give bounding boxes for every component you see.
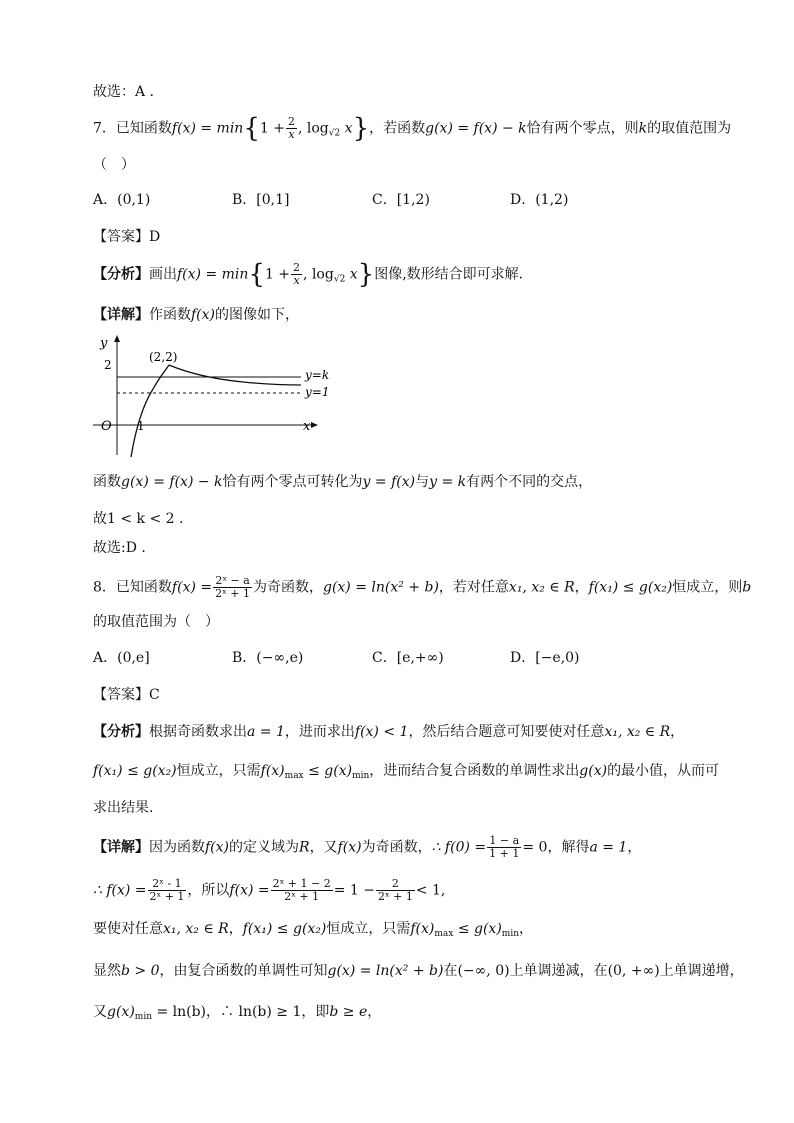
q7-option-b: B．[0,1] (232, 192, 290, 208)
q8-detail-l2-fx: f(x) = (229, 882, 270, 899)
q7-conv-yk: y = k (429, 474, 467, 490)
q7-log-arg: x (340, 120, 353, 137)
q7-stem (93, 113, 732, 144)
q8-vars: x₁, x₂ ∈ R (508, 579, 575, 596)
q8-t1: 为奇函数， (252, 579, 323, 596)
q7-brace-right: } (352, 113, 370, 144)
function-graph (93, 333, 333, 461)
q7-fx: f(x) = min (171, 120, 244, 137)
q8-detail-frac-den: 1 + 1 (489, 847, 520, 860)
q8-analysis-l2-t1: 恒成立，只需 (176, 763, 261, 779)
q8-gx: g(x) = ln(x² + b) (322, 579, 439, 596)
q7-conv-t1: 函数 (93, 474, 121, 490)
q8-detail-t4: 为奇函数， (361, 839, 432, 856)
q7-analysis-one-plus: 1 + (264, 266, 291, 283)
q8-detail-l2-eq: = 1 − (333, 882, 375, 899)
prev-answer-line: 故选：A . (93, 84, 155, 100)
q7-conv-gx: g(x) = f(x) − k (121, 474, 223, 490)
q8-t2: ，若对任意 (438, 579, 509, 596)
q8-detail-l2-frac3 (376, 878, 415, 903)
q7-detail-tag: 【详解】 (93, 307, 149, 323)
q8-detail-l3-ineq: f(x₁) ≤ g(x₂) (242, 921, 327, 937)
q7-answer: 【答案】D (93, 229, 161, 245)
q8-detail-line4 (93, 961, 744, 981)
q7-analysis-t2: 图像,数形结合即可求解. (374, 266, 524, 283)
q7-k: k (638, 120, 648, 137)
q8-detail-l2-frac2 (271, 878, 333, 903)
q8-detail-t6: ， (627, 839, 642, 856)
q8-detail-R: R (299, 839, 310, 856)
q8-analysis-le: ≤ g(x) (303, 763, 353, 779)
q8-detail-fx2: f(x) (337, 839, 362, 856)
q8-analysis-t1: 根据奇函数求出 (149, 724, 247, 740)
q7-analysis-brace-right: } (357, 259, 375, 290)
q8-detail-a1: a = 1 (589, 839, 628, 856)
tick-y-2: 2 (104, 358, 112, 372)
q8-analysis-max-sub: max (284, 771, 304, 781)
q8-detail-tag: 【详解】 (93, 839, 149, 856)
q8-number: 8．已知函数 (93, 579, 172, 596)
q8-detail-l3-max: f(x) (410, 921, 435, 937)
q8-detail-l4-i1: (−∞, 0) (457, 963, 510, 979)
q8-detail-l3-end: ， (519, 921, 534, 937)
q7-analysis-log-base: √2 (333, 274, 346, 285)
q8-detail-l4-t4: 上单调递减，在 (509, 963, 608, 979)
q8-detail-l4-t3: 在 (443, 963, 458, 979)
q7-option-d: D．(1,2) (510, 192, 569, 208)
q8-detail-fx: f(x) (205, 839, 230, 856)
q7-conv-t3: 与 (415, 474, 430, 490)
q8-detail-l5-t1: 又 (93, 1004, 107, 1020)
q8-analysis-line3: 求出结果. (93, 800, 154, 816)
q7-pick: 故选:D . (93, 540, 146, 556)
q8-t4: 恒成立，则 (672, 579, 743, 596)
q8-detail-l5-end: ， (367, 1004, 382, 1020)
q7-so: 故1 < k < 2 . (93, 511, 184, 527)
line-1-label: y=1 (305, 385, 330, 399)
q8-b: b (742, 579, 752, 596)
q8-detail-t1: 因为函数 (149, 839, 205, 856)
q7-conv-yf: y = f(x) (362, 474, 416, 490)
q8-detail-line2 (93, 878, 445, 903)
q7-detail-t2: 的图像如下， (215, 307, 300, 323)
q8-t3: ， (574, 579, 589, 596)
q8-frac-num: 2ˣ − a (213, 575, 252, 588)
q8-analysis-ineq: f(x₁) ≤ g(x₂) (93, 763, 177, 779)
line-k-label: y=k (305, 368, 330, 382)
q8-analysis-t3: ，然后结合题意可知要使对任意 (408, 724, 605, 740)
q8-detail-l2-frac2-num: 2ˣ + 1 − 2 (272, 877, 331, 890)
q7-detail-fx: f(x) (191, 307, 216, 323)
q7-end2: 的取值范围为 (647, 120, 732, 137)
q8-detail-l5-t3: ，即 (301, 1004, 330, 1020)
q8-detail-l5-t2: ， (206, 1004, 221, 1020)
q8-detail-l2-frac2-den: 2ˣ + 1 (284, 890, 320, 903)
q8-analysis-t2: ，进而求出 (284, 724, 355, 740)
q8-detail-l5-g: g(x) (107, 1004, 135, 1020)
q7-log-base: √2 (328, 128, 341, 139)
q8-detail-l5-sub: min (134, 1012, 152, 1022)
q8-detail-eq0: = 0 (522, 839, 548, 856)
q7-gx: g(x) = f(x) − k (425, 120, 527, 137)
q8-analysis-g0: g(x) (579, 763, 608, 779)
q8-detail-line3 (93, 919, 533, 944)
q7-fraction (286, 116, 297, 141)
q8-detail-t5: ，解得 (547, 839, 590, 856)
q8-frac-den: 2ˣ + 1 (215, 587, 250, 600)
q8-option-d: D．[−e,0) (510, 650, 580, 666)
point-label: (2,2) (149, 350, 178, 364)
tick-x-1: 1 (137, 419, 145, 433)
x-axis-arrow (311, 422, 318, 428)
q8-detail-l4-i2: (0, +∞) (607, 963, 660, 979)
q8-option-a: A．(0,e] (93, 650, 150, 666)
q7-conv-t4: 有两个不同的交点， (466, 474, 593, 490)
q7-analysis-tag: 【分析】 (93, 266, 149, 283)
q8-analysis-vars: x₁, x₂ ∈ R (604, 724, 671, 740)
y-axis-label: y (100, 336, 108, 351)
q7-analysis-log-arg: x (345, 266, 358, 283)
q8-detail-l3-le: ≤ g(x) (453, 921, 502, 937)
x-axis-label: x (303, 419, 311, 434)
q7-mid: ，若函数 (369, 120, 426, 137)
q7-detail (93, 305, 299, 325)
q8-detail-l5-eq: = ln(b) (152, 1004, 207, 1020)
q8-detail-l3-max-sub: max (434, 929, 454, 939)
q7-analysis-fx: f(x) = min (177, 266, 249, 283)
q7-log: , log (297, 120, 329, 137)
q8-detail-frac-num: 1 − a (487, 835, 521, 848)
q7-paren: （ ） (93, 157, 135, 173)
q7-end: 恰有两个零点，则 (526, 120, 639, 137)
q8-ineq: f(x₁) ≤ g(x₂) (588, 579, 673, 596)
q8-analysis-l2-t2: ，进而结合复合函数的单调性求出 (369, 763, 580, 779)
q8-detail-l2-start: ∴ f(x) = (93, 882, 147, 899)
q8-detail-l2-frac1-num: 2ˣ - 1 (148, 878, 187, 891)
q7-conversion (93, 472, 592, 492)
q7-detail-t1: 作函数 (149, 307, 191, 323)
q7-analysis-fraction (291, 262, 302, 287)
q8-detail-l2-lt: < 1, (415, 882, 446, 899)
q7-frac-den: x (288, 128, 295, 141)
q8-detail-t2: 的定义域为 (229, 839, 300, 856)
q7-analysis-log: , log (303, 266, 334, 283)
q8-analysis-l2-t3: 的最小值，从而可 (607, 763, 720, 779)
q8-detail-l4-g: g(x) = ln(x² + b) (327, 963, 444, 979)
q7-number: 7．已知函数 (93, 120, 172, 137)
q8-detail-l4-t5: 上单调递增， (659, 963, 744, 979)
q8-detail-line5 (93, 1002, 381, 1027)
curve-log-branch (131, 365, 169, 457)
origin-label: O (101, 419, 112, 434)
q8-detail-l3-t2: ， (228, 921, 243, 937)
q8-analysis-t4: ， (670, 724, 685, 740)
q8-option-c: C．[e,+∞) (372, 650, 444, 666)
q7-option-c: C．[1,2) (372, 192, 430, 208)
q8-fraction (213, 575, 252, 600)
q8-detail-l3-min-sub: min (501, 929, 520, 939)
q7-frac-num: 2 (287, 115, 295, 128)
q8-detail-l4-t2: ，由复合函数的单调性可知 (159, 963, 328, 979)
q7-one-plus: 1 + (259, 120, 285, 137)
q8-answer: 【答案】C (93, 687, 160, 703)
q8-detail-l2-frac1-den: 2ˣ + 1 (149, 890, 185, 903)
q8-analysis-max: f(x) (260, 763, 285, 779)
q7-analysis-frac-num: 2 (293, 261, 301, 274)
q8-detail-l2-frac3-den: 2ˣ + 1 (377, 890, 413, 903)
q7-brace-left: { (243, 113, 260, 144)
q8-detail-l3-t3: 恒成立，只需 (326, 921, 411, 937)
q8-detail-l2-frac3-num: 2 (376, 878, 415, 891)
q8-detail-therefore: ∴ f(0) = (431, 839, 487, 856)
q8-stem (93, 575, 751, 600)
q8-detail-t3: ，又 (309, 839, 338, 856)
q8-analysis-line1 (93, 722, 684, 742)
q8-analysis-line2 (93, 761, 719, 786)
q8-analysis-f1: f(x) < 1 (354, 724, 409, 740)
q8-analysis-a1: a = 1 (247, 724, 285, 740)
q8-detail-l5-th: ∴ ln(b) ≥ 1 (220, 1004, 302, 1020)
q8-detail-fraction (487, 835, 521, 860)
q8-detail-l2-frac1 (148, 878, 187, 903)
q8-analysis-tag: 【分析】 (93, 724, 149, 740)
q7-analysis-brace-left: { (248, 259, 265, 290)
curve-rational-branch (169, 365, 301, 385)
q8-detail-l3-t1: 要使对任意 (93, 921, 163, 937)
q7-analysis-frac-den: x (293, 274, 300, 287)
q7-option-a: A．(0,1) (93, 192, 151, 208)
y-axis-arrow (114, 335, 120, 342)
q8-detail-l2-t1: ，所以 (187, 882, 230, 899)
q8-detail-l4-t1: 显然 (93, 963, 121, 979)
q8-fx: f(x) = (171, 579, 213, 596)
q8-stem-line2: 的取值范围为（ ） (93, 614, 219, 630)
q8-analysis-min-sub: min (352, 771, 370, 781)
q7-conv-t2: 恰有两个零点可转化为 (222, 474, 363, 490)
q7-analysis-t1: 画出 (149, 266, 177, 283)
q8-detail-l5-be: b ≥ e (329, 1004, 368, 1020)
q7-analysis (93, 259, 524, 290)
q8-detail-l3-vars: x₁, x₂ ∈ R (163, 921, 229, 937)
q8-detail-line1 (93, 835, 641, 860)
q8-option-b: B．(−∞,e) (232, 650, 304, 666)
q8-detail-l4-b: b > 0 (121, 963, 160, 979)
